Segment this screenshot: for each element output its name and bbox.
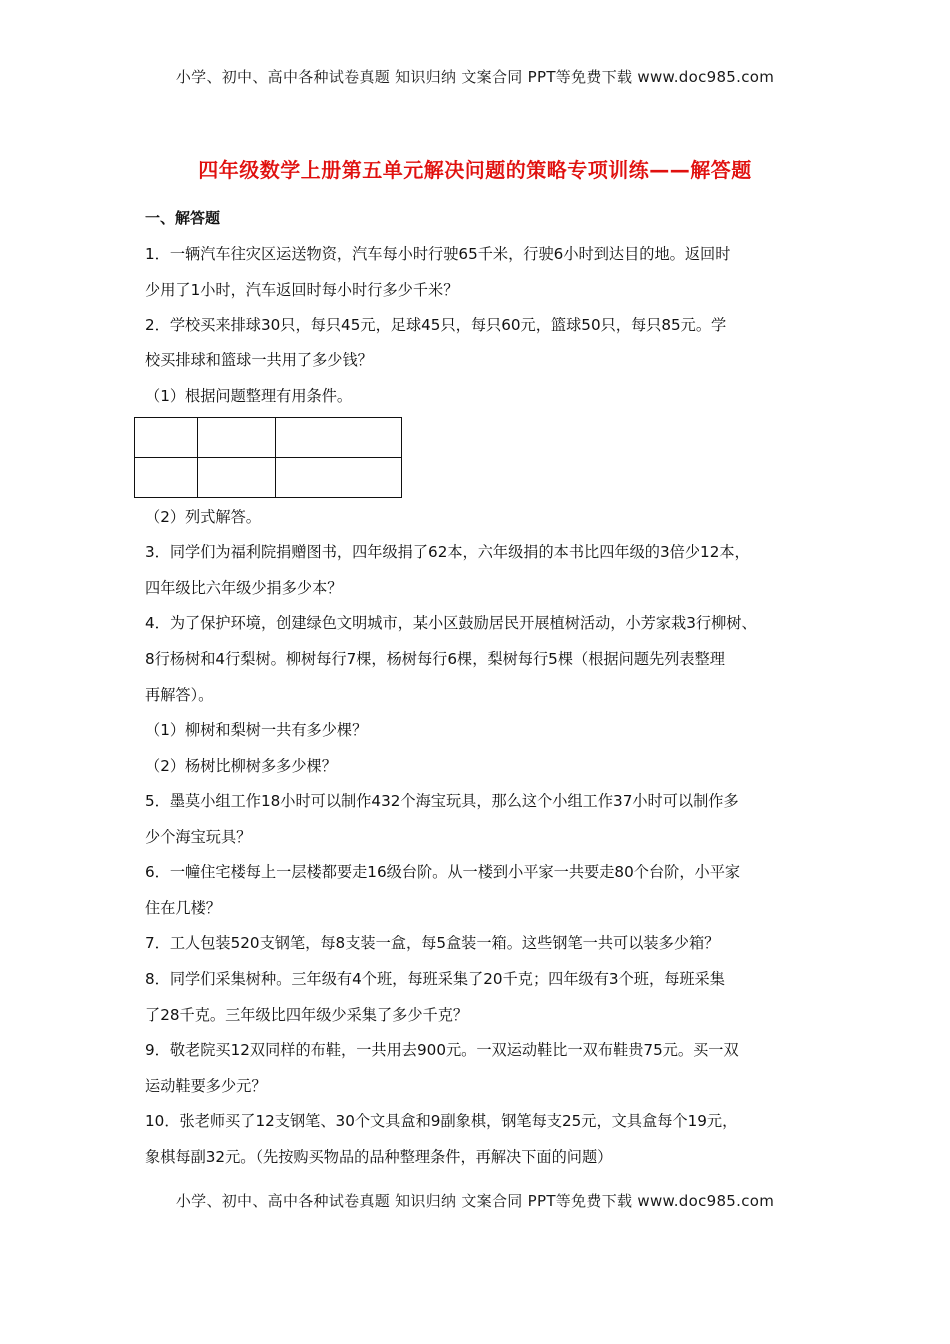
q8-line-1: 8．同学们采集树种。三年级有4个班，每班采集了20千克；四年级有3个班，每班采集: [145, 970, 725, 988]
table-cell: [276, 418, 402, 458]
condition-table: [134, 417, 402, 498]
q6-line-1: 6．一幢住宅楼每上一层楼都要走16级台阶。从一楼到小平家一共要走80个台阶，小平家: [145, 863, 741, 881]
table-row: [135, 458, 402, 498]
q10-line-2: 象棋每副32元。（先按购买物品的品种整理条件，再解决下面的问题）: [145, 1148, 613, 1166]
q2-line-2: 校买排球和篮球一共用了多少钱？: [145, 351, 373, 369]
q7-line-1: 7．工人包装520支钢笔，每8支装一盒，每5盒装一箱。这些钢笔一共可以装多少箱？: [145, 934, 720, 952]
q1-line-1: 1．一辆汽车往灾区运送物资，汽车每小时行驶65千米，行驶6小时到达目的地。返回时: [145, 245, 731, 263]
header-banner: 小学、初中、高中各种试卷真题 知识归纳 文案合同 PPT等免费下载 www.doc985.com: [175, 68, 775, 86]
table-cell: [135, 458, 198, 498]
table-cell: [135, 418, 198, 458]
document-title: 四年级数学上册第五单元解决问题的策略专项训练——解答题: [198, 158, 752, 182]
table-cell: [198, 458, 276, 498]
q9-line-2: 运动鞋要多少元？: [145, 1077, 267, 1095]
q4-line-1: 4．为了保护环境，创建绿色文明城市，某小区鼓励居民开展植树活动，小芳家栽3行柳树、: [145, 614, 757, 632]
q3-line-1: 3．同学们为福利院捐赠图书，四年级捐了62本，六年级捐的本书比四年级的3倍少12本，: [145, 543, 750, 561]
table-row: [135, 418, 402, 458]
footer-banner: 小学、初中、高中各种试卷真题 知识归纳 文案合同 PPT等免费下载 www.doc985.com: [175, 1192, 775, 1210]
q5-line-2: 少个海宝玩具？: [145, 828, 252, 846]
q4-part-1: （1）柳树和梨树一共有多少棵？: [145, 721, 368, 739]
section-heading: 一、解答题: [145, 209, 221, 227]
q2-part-1: （1）根据问题整理有用条件。: [145, 387, 353, 405]
q1-line-2: 少用了1小时，汽车返回时每小时行多少千米？: [145, 281, 459, 299]
q10-line-1: 10．张老师买了12支钢笔、30个文具盒和9副象棋，钢笔每支25元，文具盒每个19元，: [145, 1112, 738, 1130]
q3-line-2: 四年级比六年级少捐多少本？: [145, 579, 343, 597]
table-cell: [276, 458, 402, 498]
q4-line-2: 8行杨树和4行梨树。柳树每行7棵，杨树每行6棵，梨树每行5棵（根据问题先列表整理: [145, 650, 725, 668]
q6-line-2: 住在几楼？: [145, 899, 221, 917]
q4-line-3: 再解答）。: [145, 686, 214, 704]
q9-line-1: 9．敬老院买12双同样的布鞋，一共用去900元。一双运动鞋比一双布鞋贵75元。买一双: [145, 1041, 739, 1059]
q5-line-1: 5．墨莫小组工作18小时可以制作432个海宝玩具，那么这个小组工作37小时可以制作多: [145, 792, 739, 810]
q2-part-2: （2）列式解答。: [145, 508, 261, 526]
q8-line-2: 了28千克。三年级比四年级少采集了多少千克？: [145, 1006, 469, 1024]
table-cell: [198, 418, 276, 458]
q4-part-2: （2）杨树比柳树多多少棵？: [145, 757, 337, 775]
q2-line-1: 2．学校买来排球30只，每只45元，足球45只，每只60元，篮球50只，每只85元。学: [145, 316, 727, 334]
